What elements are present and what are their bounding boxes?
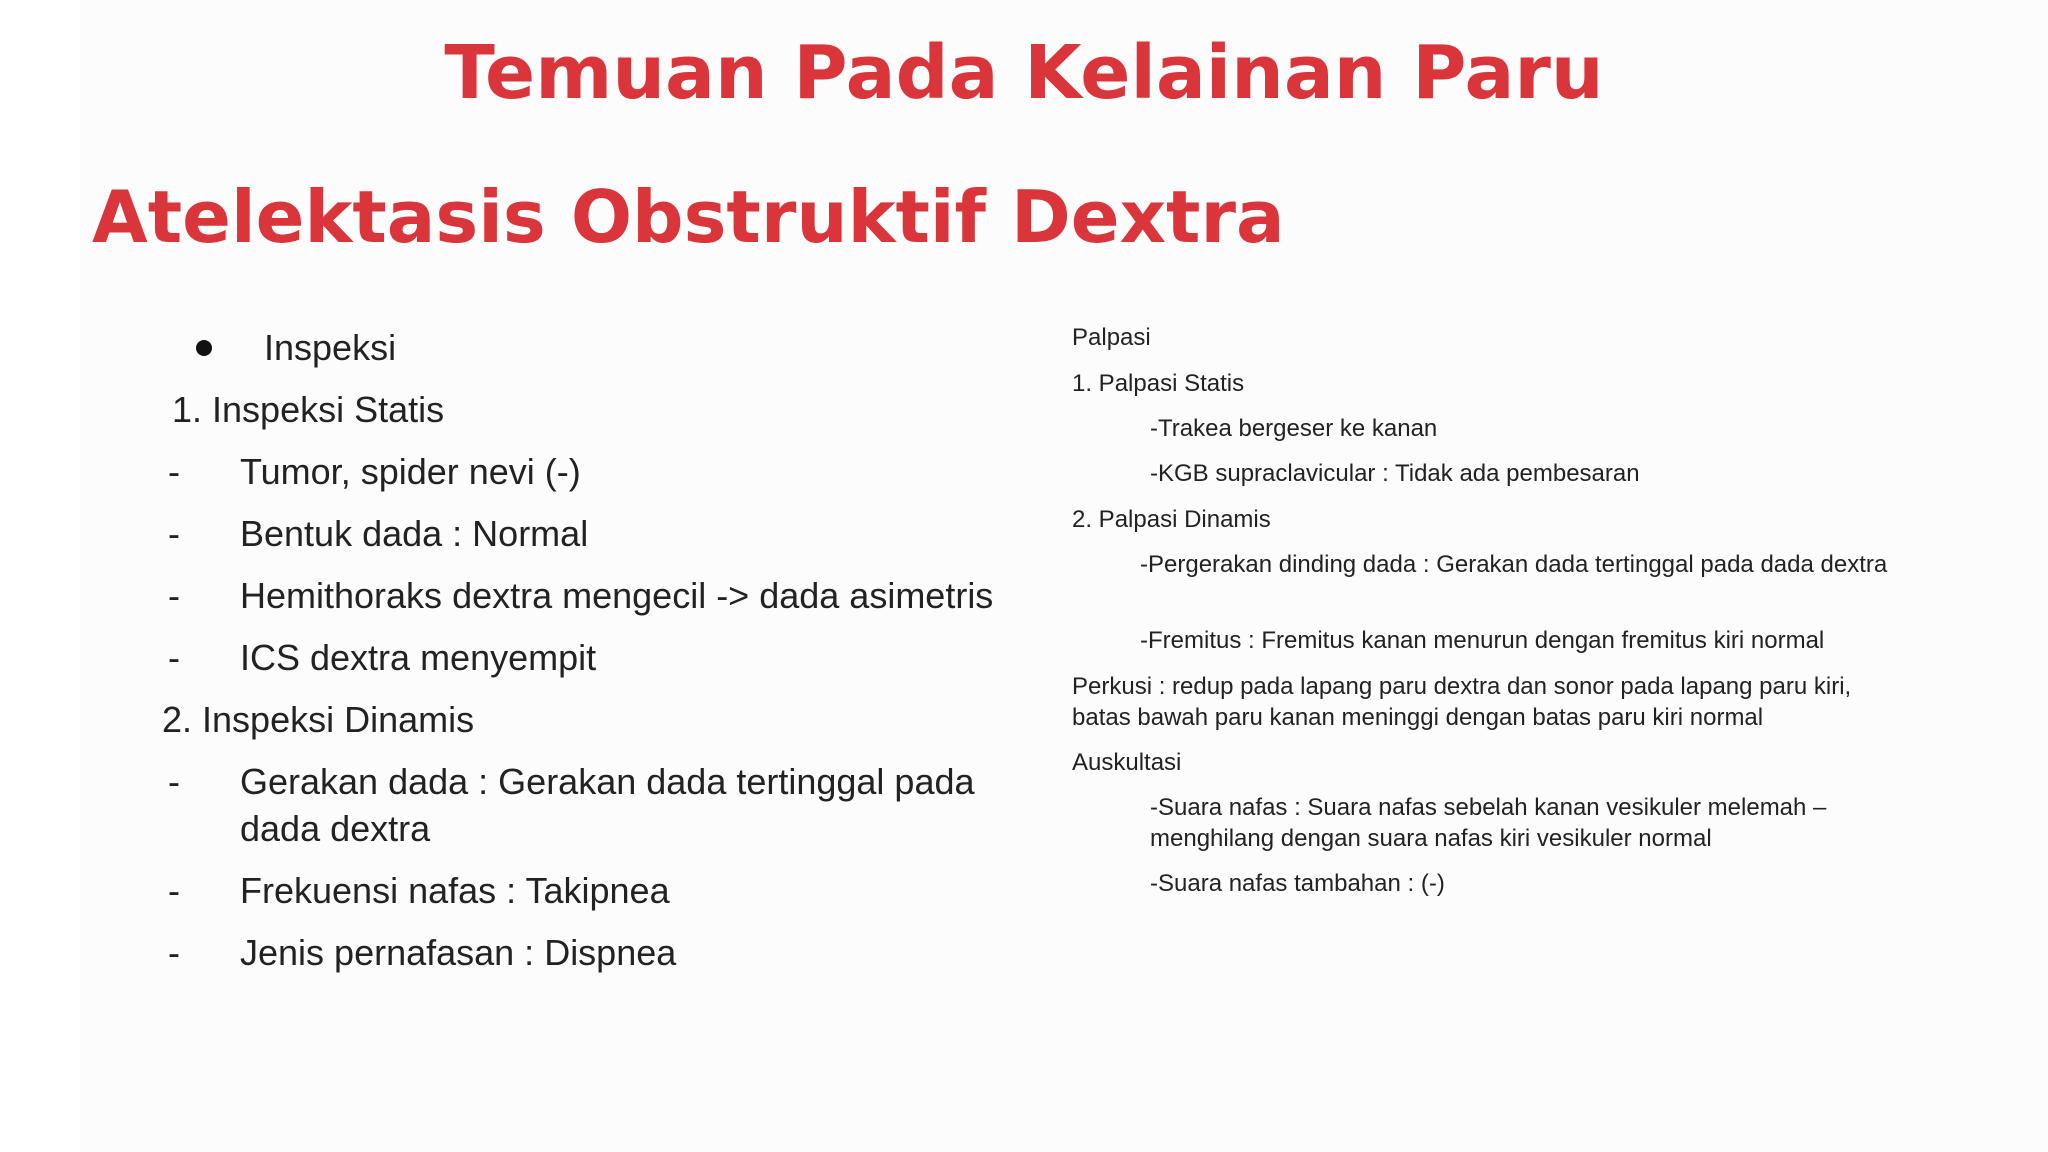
auskultasi-heading: Auskultasi [1072,749,1182,776]
list-item: -KGB supraclavicular : Tidak ada pembesaran [1150,460,1640,487]
palpasi-dinamis-heading: 2. Palpasi Dinamis [1072,506,1271,533]
dash-marker: - [168,513,180,554]
dash-marker: - [168,637,180,678]
palpasi-statis-heading: 1. Palpasi Statis [1072,370,1245,397]
list-item: -Fremitus : Fremitus kanan menurun dengan fremitus kiri normal [1140,627,1825,654]
list-item: Bentuk dada : Normal [240,513,589,554]
list-item: Hemithoraks dextra mengecil -> dada asimetris [240,575,994,616]
list-item: -Trakea bergeser ke kanan [1150,415,1438,442]
section-title: Atelektasis Obstruktif Dextra [92,175,1285,259]
list-item: ICS dextra menyempit [240,637,597,678]
list-item: -Suara nafas : Suara nafas sebelah kanan vesikuler melemah – menghilang dengan suara nafas kiri vesikuler normal [1150,794,1827,852]
dash-marker: - [168,870,180,911]
dash-marker: - [168,761,180,802]
dash-marker: - [168,575,180,616]
palpasi-heading: Palpasi [1072,324,1151,351]
list-item: -Pergerakan dinding dada : Gerakan dada tertinggal pada dada dextra [1140,551,1888,578]
list-item: -Suara nafas tambahan : (-) [1150,870,1445,897]
inspeksi-heading: Inspeksi [264,327,397,368]
inspeksi-dinamis-heading: 2. Inspeksi Dinamis [162,699,475,740]
inspeksi-statis-heading: 1. Inspeksi Statis [172,389,445,430]
list-item: Jenis pernafasan : Dispnea [240,932,677,973]
dash-marker: - [168,451,180,492]
list-item: Frekuensi nafas : Takipnea [240,870,670,911]
slide-title: Temuan Pada Kelainan Paru [444,30,1604,116]
bullet-icon [196,340,212,356]
list-item: Gerakan dada : Gerakan dada tertinggal pada dada dextra [240,761,975,849]
perkusi-paragraph: Perkusi : redup pada lapang paru dextra dan sonor pada lapang paru kiri, batas bawah paru kanan meninggi dengan batas paru kiri normal [1072,673,1852,731]
list-item: Tumor, spider nevi (-) [240,451,581,492]
dash-marker: - [168,932,180,973]
